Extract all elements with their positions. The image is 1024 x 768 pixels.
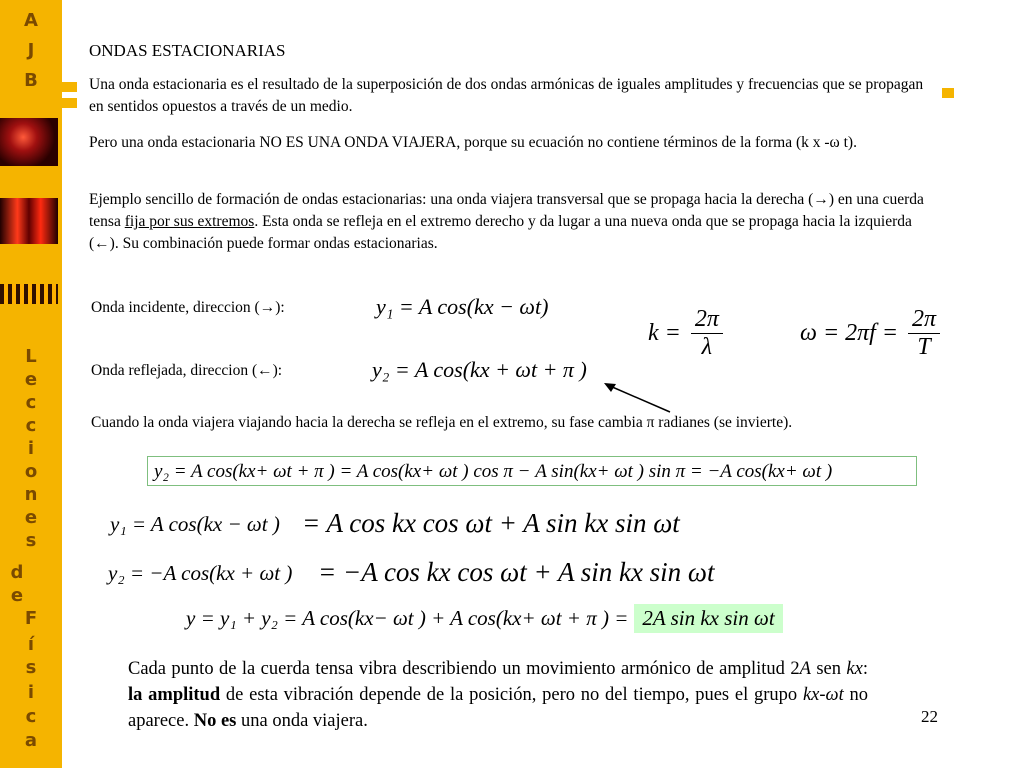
photo-thumb-3 [0, 284, 58, 304]
conclusion-b: sen [810, 659, 847, 679]
conclusion-A: A [799, 659, 811, 679]
sum-result: 2A sin kx sin ωt [634, 604, 782, 633]
conclusion-e: no aparece. [128, 685, 869, 731]
side-letter: c [25, 415, 37, 436]
incident-label: Onda incidente, direccion (→): [91, 299, 285, 316]
equation-y2-expanded: = −A cos kx cos ωt + A sin kx sin ωt [318, 557, 715, 587]
k-numerator: 2π [691, 306, 723, 334]
conclusion-bold-noes: No es [193, 711, 237, 731]
conclusion-bold-amplitud: la amplitud [128, 685, 221, 705]
side-letter: e [24, 507, 38, 528]
equation-expansion: y₂ = A cos(kx+ ωt + π ) = A cos(kx+ ωt ) cos π − A sin(kx+ ωt ) sin π = −A cos(kx+ ωt ) [147, 456, 917, 486]
sidebar [0, 0, 62, 768]
conclusion-f: una onda viajera. [236, 711, 368, 731]
sum-lhs: y = y₁ + y₂ = A cos(kx− ωt ) + A cos(kx+ ωt + π ) = [186, 606, 629, 630]
equation-y1-expanded: = A cos kx cos ωt + A sin kx sin ωt [302, 508, 680, 538]
photo-thumb-1 [0, 118, 58, 166]
example-text-underline: fija por sus extremos [124, 213, 255, 230]
side-letter: L [25, 346, 37, 367]
page-number: 22 [921, 707, 938, 726]
equation-k [648, 306, 723, 361]
phase-note: Cuando la onda viajera viajando hacia la derecha se refleja en el extremo, su fase cambia π radianes (se invierte). [91, 414, 793, 431]
side-letter: e [10, 585, 24, 606]
side-letter: i [27, 438, 35, 459]
equation-y2: y₂ = A cos(kx + ωt + π ) [372, 357, 587, 382]
side-letter: e [24, 369, 38, 390]
equation-sum [186, 604, 783, 633]
side-letter: o [24, 461, 38, 482]
side-letter: c [25, 392, 37, 413]
side-letter: n [24, 484, 38, 505]
side-letter: i [27, 682, 35, 703]
accent-bar [62, 82, 77, 92]
equation-omega [800, 306, 940, 361]
k-fraction [691, 306, 723, 361]
side-letter: d [10, 562, 24, 583]
photo-thumb-2 [0, 198, 58, 244]
omega-fraction [908, 306, 940, 361]
logo-letter-j: J [27, 40, 35, 61]
side-letter: c [25, 706, 37, 727]
equation-y1: y₁ = A cos(kx − ωt) [376, 294, 549, 319]
side-letter: s [25, 530, 37, 551]
example-text-b: . Esta onda se refleja en el extremo derecho y da lugar a una nueva onda que se propaga hacia la izquierda (←). Su combinación puede formar ondas estacionarias. [89, 213, 912, 252]
paragraph-definition: Una onda estacionaria es el resultado de la superposición de dos ondas armónicas de iguales amplitudes y frecuencias que se propagan en sentidos opuestos a través de un medio. [89, 76, 924, 115]
conclusion-paragraph [128, 656, 868, 734]
k-lhs: k = [648, 320, 681, 346]
example-text-a: Ejemplo sencillo de formación de ondas estacionarias: una onda viajera transversal que se propaga hacia la derecha (→) en una cuerda tensa [89, 191, 924, 230]
omega-numerator: 2π [908, 306, 940, 334]
paragraph-not-traveling: Pero una onda estacionaria NO ES UNA ONDA VIAJERA, porque su ecuación no contiene términos de la forma (k x -ω t). [89, 134, 857, 151]
accent-square [942, 88, 954, 98]
paragraph-example [89, 189, 939, 255]
side-letter: F [24, 608, 38, 629]
omega-lhs: ω = 2πf = [800, 320, 899, 346]
logo-letter-b: B [24, 70, 38, 91]
k-denominator: λ [701, 334, 713, 360]
conclusion-d: de esta vibración depende de la posición, pero no del tiempo, pues el grupo [220, 685, 803, 705]
conclusion-c: : [862, 659, 868, 679]
omega-denominator: T [917, 334, 931, 360]
slide-title: ONDAS ESTACIONARIAS [89, 41, 286, 60]
conclusion-a: Cada punto de la cuerda tensa vibra describiendo un movimiento armónico de amplitud 2 [128, 659, 800, 679]
conclusion-kxwt: kx-ωt [802, 685, 844, 705]
conclusion-kx: kx [846, 659, 863, 679]
logo-letter-a: A [24, 10, 38, 31]
equation-y1-small: y₁ = A cos(kx − ωt ) [110, 512, 280, 536]
side-letter: s [25, 657, 37, 678]
equation-y2-small: y₂ = −A cos(kx + ωt ) [108, 561, 293, 585]
side-letter: í [27, 634, 35, 655]
accent-bar [62, 98, 77, 108]
side-letter: a [24, 730, 38, 751]
reflected-label: Onda reflejada, direccion (←): [91, 362, 283, 379]
